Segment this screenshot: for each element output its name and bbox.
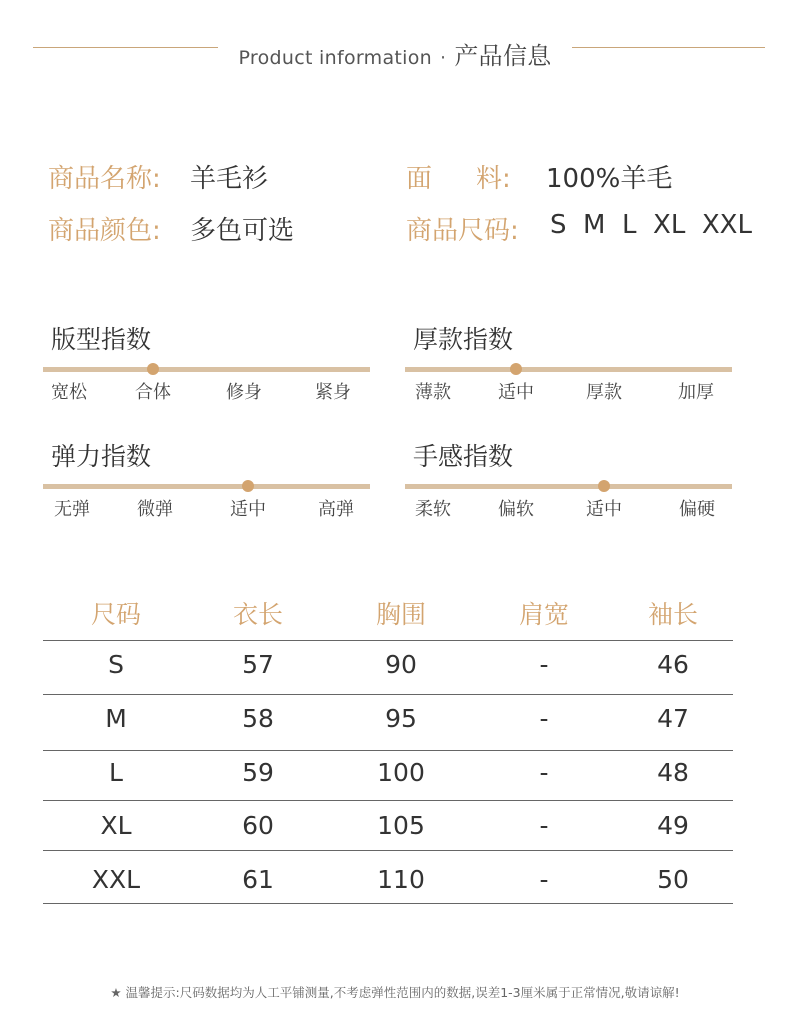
table-divider-3 [43, 750, 733, 751]
size-value: S M L XL XXL [550, 210, 752, 240]
index-title-4: 手感指数 [413, 442, 514, 471]
footnote: ★ 温馨提示:尺码数据均为人工平铺测量,不考虑弹性范围内的数据,误差1-3厘米属于正常情况,敬请谅解! [110, 985, 680, 1000]
table-divider-5 [43, 850, 733, 851]
table-header-1: 尺码 [90, 600, 142, 629]
name-value: 羊毛衫 [190, 164, 269, 194]
table-cell-r2-c1: M [105, 704, 127, 733]
table-cell-r5-c5: 50 [657, 865, 689, 894]
index-option-4-4: 偏硬 [679, 499, 715, 520]
index-option-3-4: 高弹 [318, 499, 354, 520]
name-label: 商品名称: [48, 164, 161, 194]
page-title-separator: · [440, 47, 447, 69]
index-option-1-2: 合体 [135, 382, 171, 403]
table-header-3: 胸围 [375, 600, 427, 629]
index-marker-4 [598, 480, 610, 492]
index-marker-2 [510, 363, 522, 375]
table-cell-r1-c1: S [108, 650, 124, 679]
table-cell-r4-c5: 49 [657, 811, 689, 840]
table-cell-r3-c1: L [109, 758, 123, 787]
page-title-en: Product information [238, 47, 432, 69]
index-option-3-1: 无弹 [54, 499, 90, 520]
index-option-4-1: 柔软 [415, 499, 451, 520]
table-cell-r5-c3: 110 [377, 865, 425, 894]
index-option-3-3: 适中 [230, 499, 266, 520]
table-divider-2 [43, 694, 733, 695]
color-value: 多色可选 [190, 216, 295, 246]
index-option-3-2: 微弹 [137, 499, 173, 520]
table-divider-4 [43, 800, 733, 801]
table-cell-r3-c2: 59 [242, 758, 274, 787]
page-title [0, 36, 790, 71]
table-cell-r2-c4: - [539, 704, 549, 733]
index-track-4 [405, 484, 732, 489]
index-title-2: 厚款指数 [413, 325, 514, 354]
index-option-4-2: 偏软 [498, 499, 534, 520]
table-cell-r1-c3: 90 [385, 650, 417, 679]
table-cell-r5-c1: XXL [91, 865, 141, 894]
table-cell-r3-c5: 48 [657, 758, 689, 787]
table-header-5: 袖长 [647, 600, 699, 629]
material-value: 100%羊毛 [546, 164, 673, 194]
table-divider-6 [43, 903, 733, 904]
index-track-3 [43, 484, 370, 489]
table-cell-r2-c3: 95 [385, 704, 417, 733]
index-title-3: 弹力指数 [51, 442, 152, 471]
index-option-2-4: 加厚 [678, 382, 714, 403]
table-cell-r4-c3: 105 [377, 811, 425, 840]
index-track-1 [43, 367, 370, 372]
table-cell-r5-c2: 61 [242, 865, 274, 894]
index-option-1-3: 修身 [226, 382, 262, 403]
color-label: 商品颜色: [48, 216, 161, 246]
index-marker-1 [147, 363, 159, 375]
index-title-1: 版型指数 [51, 325, 152, 354]
page-title-cn: 产品信息 [454, 42, 552, 70]
table-cell-r4-c2: 60 [242, 811, 274, 840]
size-label: 商品尺码: [406, 216, 519, 246]
table-cell-r1-c5: 46 [657, 650, 689, 679]
table-cell-r3-c4: - [539, 758, 549, 787]
table-cell-r2-c5: 47 [657, 704, 689, 733]
index-option-4-3: 适中 [586, 499, 622, 520]
material-label-char-1: 面 [406, 164, 433, 194]
table-header-4: 肩宽 [518, 600, 570, 629]
index-option-2-3: 厚款 [586, 382, 622, 403]
index-track-2 [405, 367, 732, 372]
table-cell-r1-c4: - [539, 650, 549, 679]
table-cell-r5-c4: - [539, 865, 549, 894]
material-label-text [406, 164, 511, 194]
table-cell-r2-c2: 58 [242, 704, 274, 733]
index-option-1-1: 宽松 [51, 382, 87, 403]
table-cell-r4-c4: - [539, 811, 549, 840]
index-option-2-1: 薄款 [415, 382, 451, 403]
index-marker-3 [242, 480, 254, 492]
table-header-2: 衣长 [232, 600, 284, 629]
table-cell-r4-c1: XL [100, 811, 132, 840]
material-label-char-2: 料: [476, 164, 511, 194]
table-cell-r3-c3: 100 [377, 758, 425, 787]
table-divider-1 [43, 640, 733, 641]
index-option-2-2: 适中 [498, 382, 534, 403]
index-option-1-4: 紧身 [315, 382, 351, 403]
table-cell-r1-c2: 57 [242, 650, 274, 679]
material-label [406, 158, 511, 195]
